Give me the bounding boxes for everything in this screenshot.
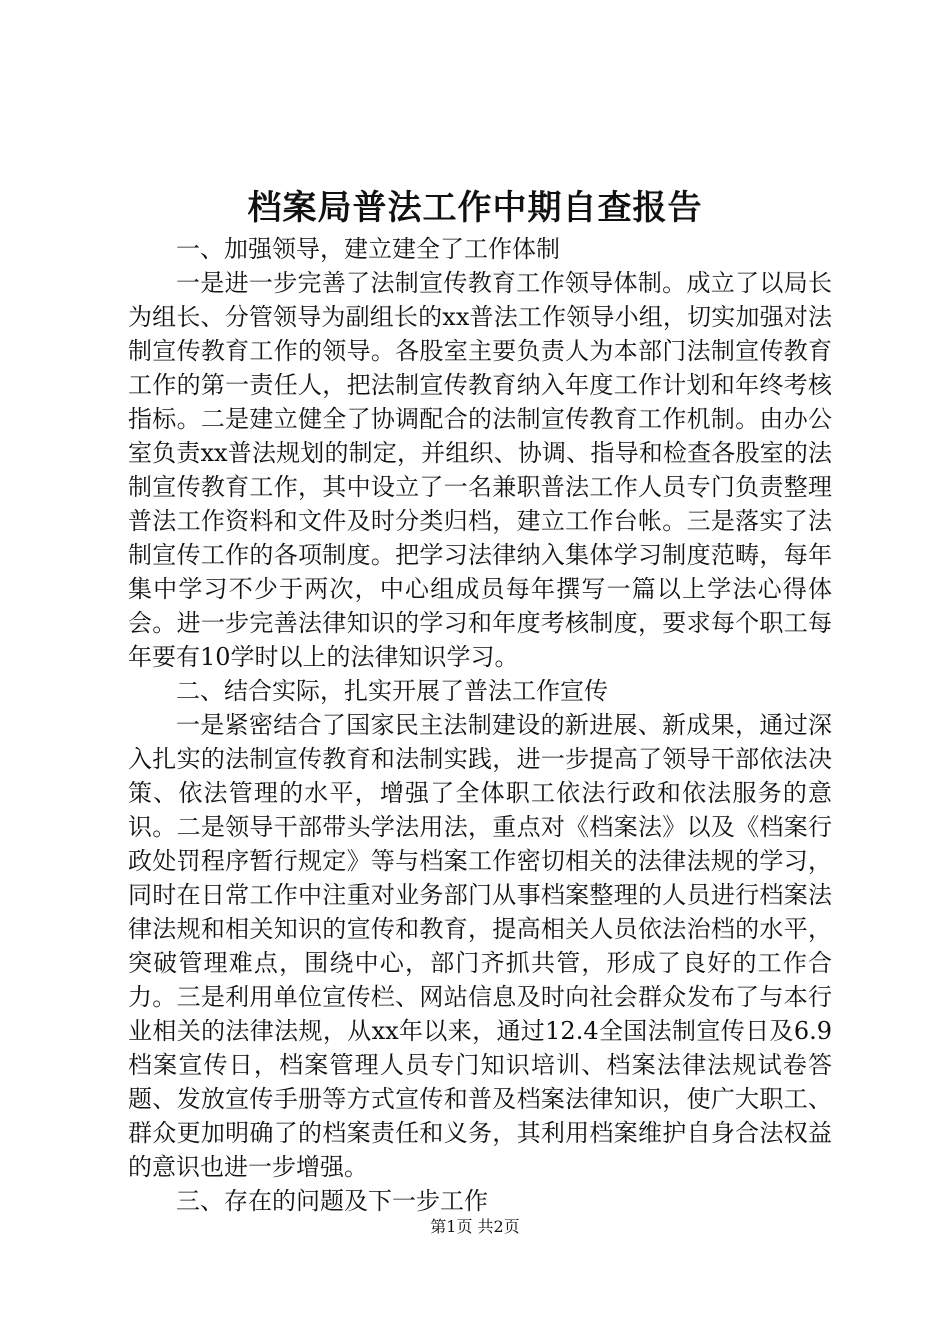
- section-heading-1: 一、加强领导，建立建全了工作体制: [176, 235, 560, 263]
- page-footer: 第1页 共2页: [430, 1217, 520, 1236]
- section-heading-2: 二、结合实际，扎实开展了普法工作宣传: [176, 677, 608, 705]
- document-body: [128, 232, 832, 1218]
- section-paragraph-2: 一是紧密结合了国家民主法制建设的新进展、新成果，通过深入扎实的法制宣传教育和法制实践，进一步提高了领导干部依法决策、依法管理的水平，增强了全体职工依法行政和依法服务的意识。二是领导干部带头学法用法，重点对《档案法》以及《档案行政处罚程序暂行规定》等与档案工作密切相关的法律法规的学习，同时在日常工作中注重对业务部门从事档案整理的人员进行档案法律法规和相关知识的宣传和教育，提高相关人员依法治档的水平，突破管理难点，围绕中心，部门齐抓共管，形成了良好的工作合力。三是利用单位宣传栏、网站信息及时向社会群众发布了与本行业相关的法律法规，从xx年以来，通过12.4全国法制宣传日及6.9档案宣传日，档案管理人员专门知识培训、档案法律法规试卷答题、发放宣传手册等方式宣传和普及档案法律知识，使广大职工、群众更加明确了的档案责任和义务，其利用档案维护自身合法权益的意识也进一步增强。: [128, 711, 832, 1181]
- document-title: 档案局普法工作中期自查报告: [247, 188, 703, 228]
- section-paragraph-1: 一是进一步完善了法制宣传教育工作领导体制。成立了以局长为组长、分管领导为副组长的xx普法工作领导小组，切实加强对法制宣传教育工作的领导。各股室主要负责人为本部门法制宣传教育工作的第一责任人，把法制宣传教育纳入年度工作计划和年终考核指标。二是建立健全了协调配合的法制宣传教育工作机制。由办公室负责xx普法规划的制定，并组织、协调、指导和检查各股室的法制宣传教育工作，其中设立了一名兼职普法工作人员专门负责整理普法工作资料和文件及时分类归档，建立工作台帐。三是落实了法制宣传工作的各项制度。把学习法律纳入集体学习制度范畴，每年集中学习不少于两次，中心组成员每年撰写一篇以上学法心得体会。进一步完善法律知识的学习和年度考核制度，要求每个职工每年要有10学时以上的法律知识学习。: [128, 269, 832, 671]
- section-heading-3: 三、存在的问题及下一步工作: [176, 1187, 488, 1215]
